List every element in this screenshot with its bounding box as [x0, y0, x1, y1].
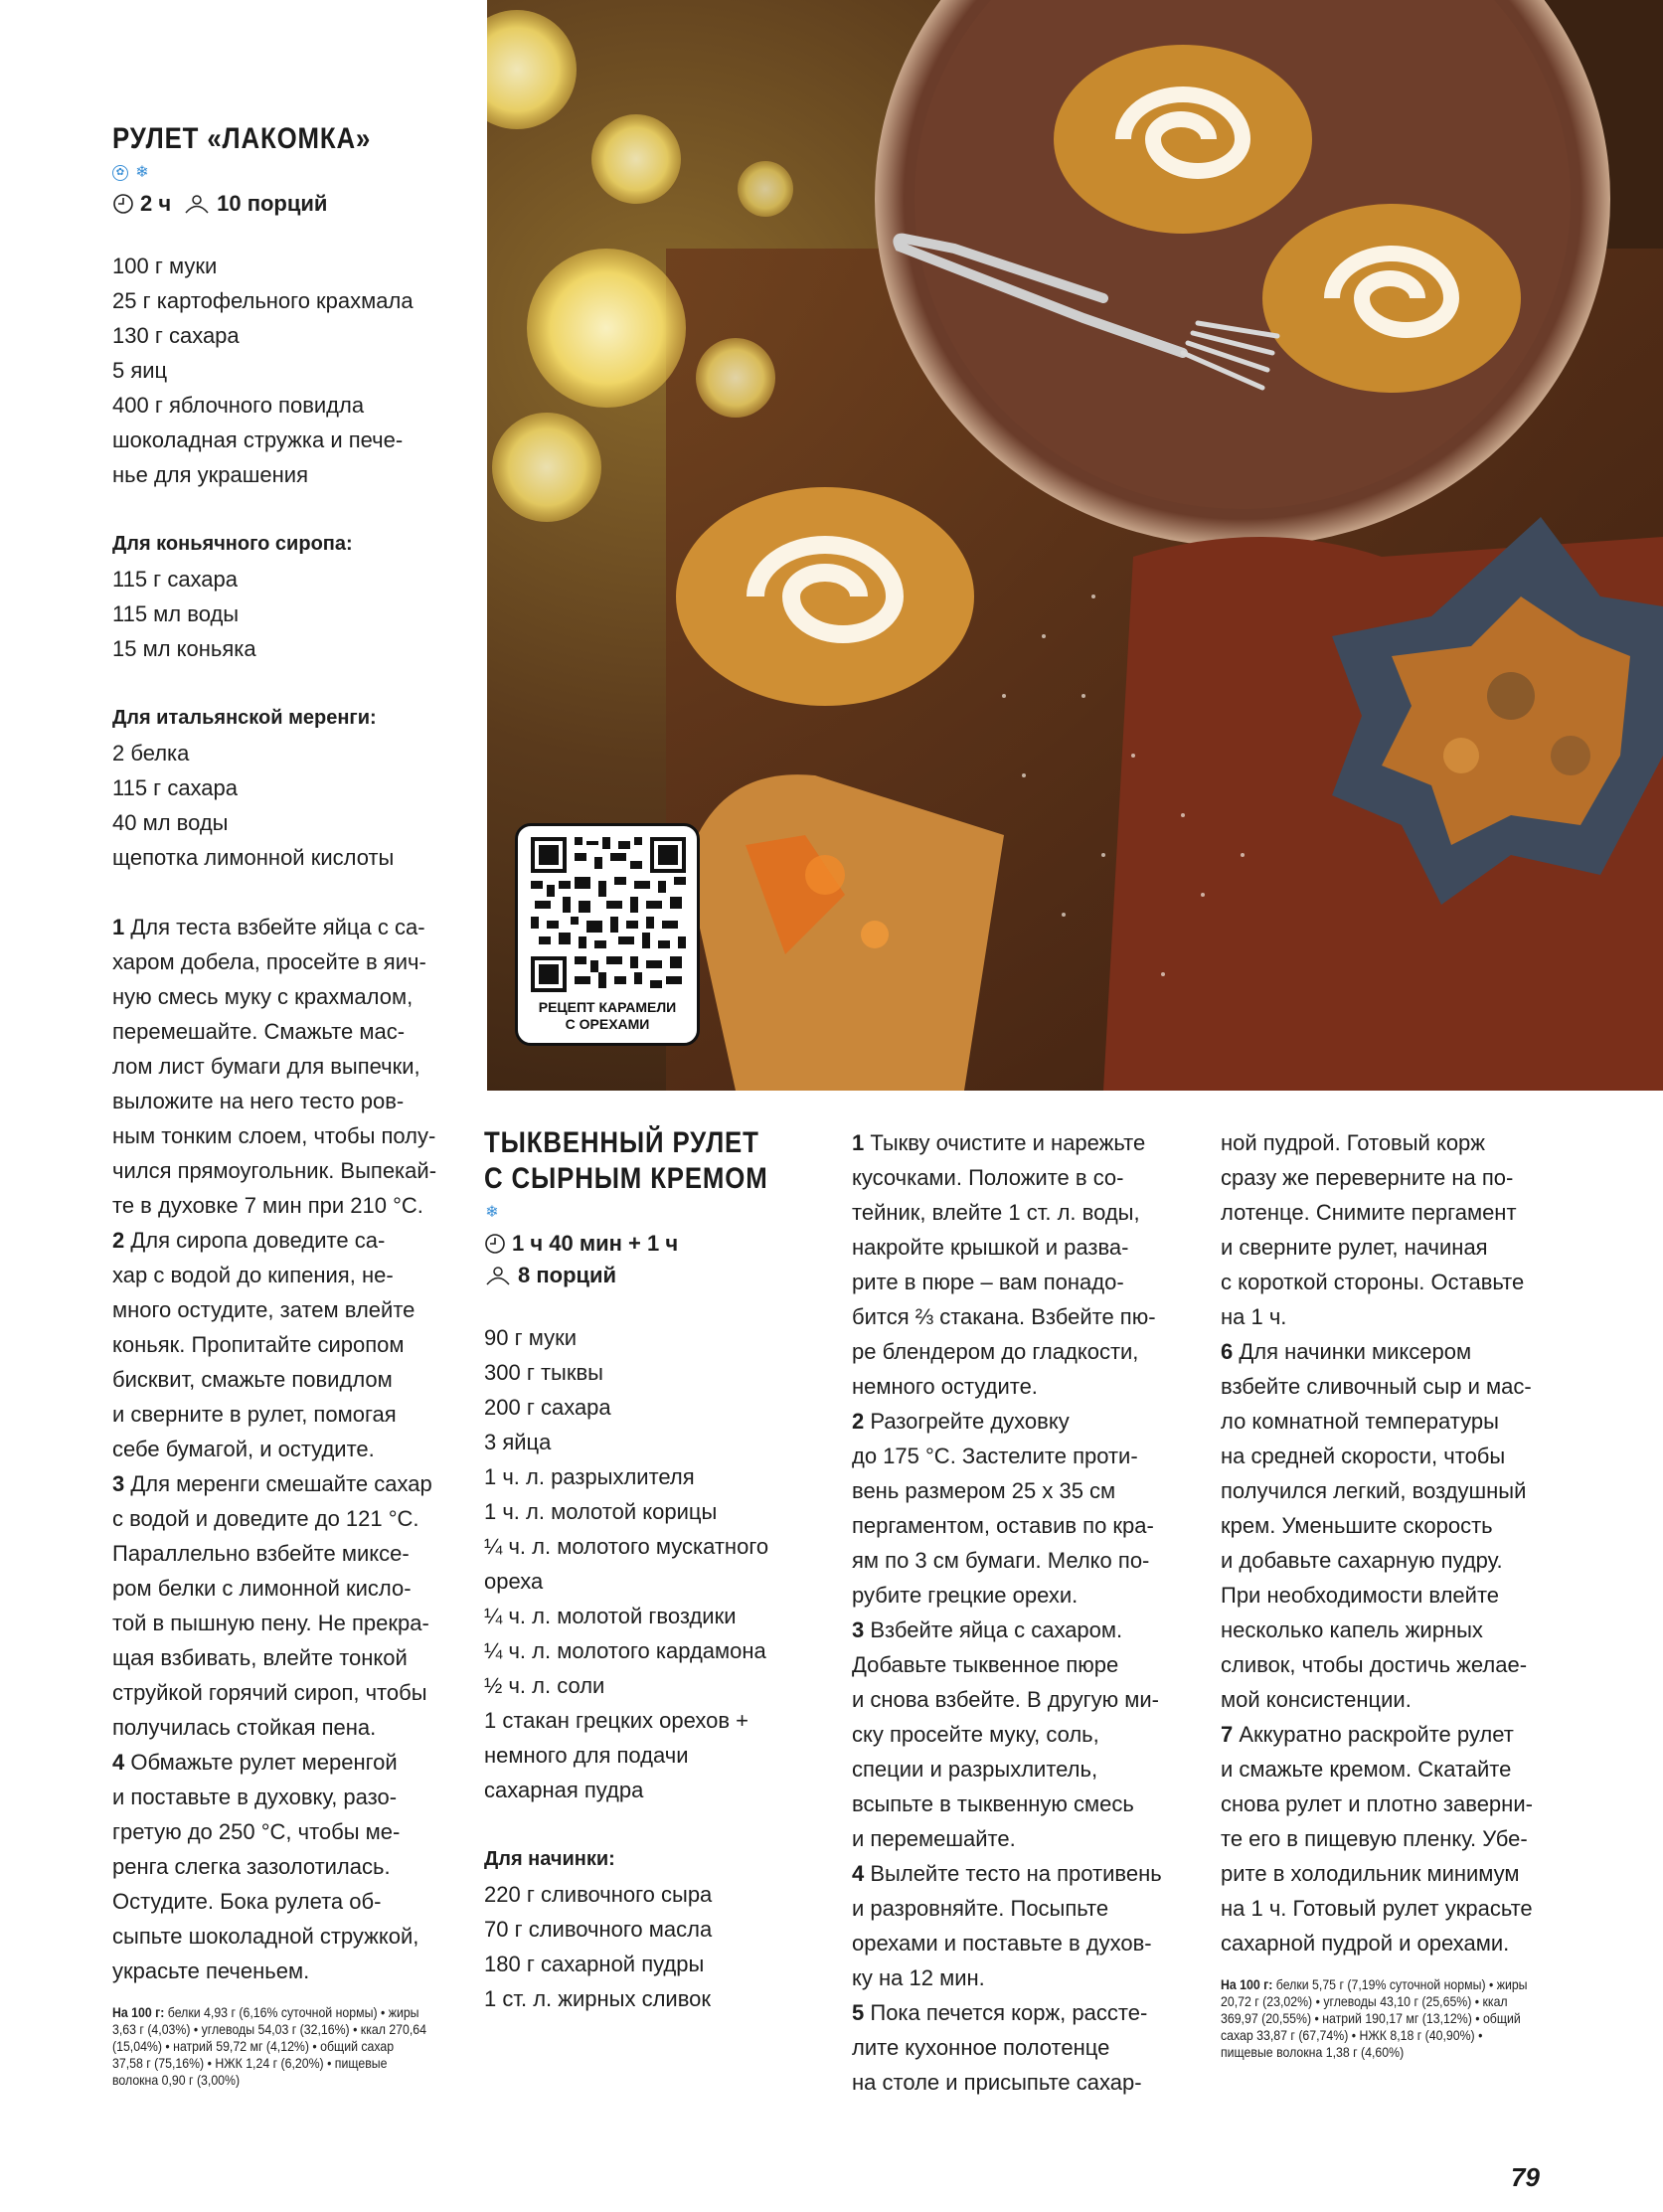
meringue-heading: Для итальянской меренги:	[112, 707, 377, 729]
recipe2-column	[484, 1125, 822, 2016]
recipe1-diet-icons	[112, 165, 450, 181]
step-line	[112, 1223, 450, 1258]
recipe1-column	[112, 121, 450, 2089]
step-text: харом добела, просейте в яич-	[112, 949, 426, 974]
ingredient-line: щепотка лимонной кислоты	[112, 845, 395, 870]
ingredient-line: 220 г сливочного сыра	[484, 1882, 713, 1907]
step-text: ным тонким слоем, чтобы полу-	[112, 1123, 436, 1148]
step-line	[112, 1710, 450, 1745]
step-line	[852, 1995, 1190, 2030]
step-line	[1221, 1717, 1559, 1752]
step-text: до 175 °С. Застелите проти-	[852, 1444, 1138, 1468]
step-line	[852, 1369, 1190, 1404]
step-line	[1221, 1821, 1559, 1856]
ingredient-line: 1 ч. л. молотой корицы	[484, 1499, 718, 1524]
ingredient-line: 180 г сахарной пудры	[484, 1952, 705, 1976]
step-text: себе бумагой, и остудите.	[112, 1437, 375, 1461]
step-text: с короткой стороны. Оставьте	[1221, 1270, 1525, 1294]
step-line	[852, 1404, 1190, 1439]
ingredient-line: 15 мл коньяка	[112, 636, 256, 661]
step-text: накройте крышкой и разва-	[852, 1235, 1129, 1260]
step-line	[1221, 1265, 1559, 1299]
recipe2-servings-row	[484, 1261, 822, 1290]
step-line	[852, 1960, 1190, 1995]
step-line	[112, 1014, 450, 1049]
step-text: хар с водой до кипения, не-	[112, 1263, 394, 1287]
ingredient-line: 90 г муки	[484, 1325, 578, 1350]
snowflake-icon: ❄	[135, 164, 149, 181]
step-line	[1221, 1230, 1559, 1265]
step-line	[852, 1821, 1190, 1856]
step-number: 1	[852, 1130, 865, 1155]
step-line	[1221, 1856, 1559, 1891]
step-line	[1221, 1404, 1559, 1439]
step-text: рубите грецкие орехи.	[852, 1583, 1079, 1608]
step-text: тейник, влейте 1 ст. л. воды,	[852, 1200, 1140, 1225]
ingredient-line: 1 ст. л. жирных сливок	[484, 1986, 712, 2011]
step-text: мой консистенции.	[1221, 1687, 1412, 1712]
step-line	[1221, 1891, 1559, 1926]
ingredient-line: 400 г яблочного повидла	[112, 393, 365, 418]
step-line	[112, 1327, 450, 1362]
step-line	[112, 1362, 450, 1397]
step-text: ску просейте муку, соль,	[852, 1722, 1099, 1747]
step-line	[112, 1536, 450, 1571]
step-line	[112, 1049, 450, 1084]
recipe1-meta	[112, 189, 450, 219]
page-number: 79	[1511, 2162, 1540, 2192]
step-text: с водой и доведите до 121 °С.	[112, 1506, 419, 1531]
step-line	[112, 979, 450, 1014]
step-text: снова рулет и плотно заверни-	[1221, 1791, 1533, 1816]
qr-label-line: РЕЦЕПТ КАРАМЕЛИ	[538, 999, 677, 1015]
ingredient-line: 115 мл воды	[112, 601, 240, 626]
step-line	[852, 1230, 1190, 1265]
ingredient-line: 130 г сахара	[112, 323, 240, 348]
step-text: ям по 3 см бумаги. Мелко по-	[852, 1548, 1150, 1573]
step-text: сразу же переверните на по-	[1221, 1165, 1514, 1190]
step-text: ной пудрой. Готовый корж	[1221, 1130, 1486, 1155]
step-line	[112, 1571, 450, 1606]
step-line	[852, 1508, 1190, 1543]
recipe2-title	[484, 1125, 774, 1197]
step-line	[1221, 1439, 1559, 1473]
step-line	[1221, 1682, 1559, 1717]
step-line	[852, 1578, 1190, 1613]
ingredient-line: 1 ч. л. разрыхлителя	[484, 1464, 695, 1489]
step-text: Тыкву очистите и нарежьте	[870, 1130, 1146, 1155]
step-text: на средней скорости, чтобы	[1221, 1444, 1506, 1468]
step-text: вень размером 25 x 35 см	[852, 1478, 1116, 1503]
step-line	[1221, 1543, 1559, 1578]
clock-icon	[112, 193, 134, 215]
ingredient-line: 100 г муки	[112, 254, 218, 278]
meringue-ingredients	[112, 736, 450, 875]
step-text: ку на 12 мин.	[852, 1965, 985, 1990]
recipe2-nutrition	[1221, 1976, 1536, 2061]
step-line	[112, 1780, 450, 1814]
step-text: и перемешайте.	[852, 1826, 1016, 1851]
step-line	[852, 1613, 1190, 1647]
nutrition-label: На 100 г:	[112, 2004, 165, 2020]
step-text: немного остудите.	[852, 1374, 1038, 1399]
step-text: Пока печется корж, рассте-	[870, 2000, 1148, 2025]
ingredient-line: 25 г картофельного крахмала	[112, 288, 414, 313]
nutrition-label: На 100 г:	[1221, 1976, 1273, 1992]
step-text: крем. Уменьшите скорость	[1221, 1513, 1493, 1538]
ingredient-line: 40 мл воды	[112, 810, 229, 835]
step-line	[112, 1118, 450, 1153]
nutrition-text: белки 4,93 г (6,16% суточной нормы) • жиры 3,63 г (4,03%) • углеводы 54,03 г (32,16%) • ккал 270,64 (15,04%) • натрий 59,72 мг (4,12%) • общий сахар 37,58 г (75,16%) • НЖК 1,24 г (6,20%) • пищевые волокна 0,90 г (3,00%)	[112, 2004, 427, 2088]
step-text: лом лист бумаги для выпечки,	[112, 1054, 420, 1079]
step-text: сыпьте шоколадной стружкой,	[112, 1924, 419, 1949]
step-text: гретую до 250 °С, чтобы ме-	[112, 1819, 401, 1844]
step-line	[852, 1299, 1190, 1334]
step-line	[852, 2065, 1190, 2100]
ingredient-line: 200 г сахара	[484, 1395, 611, 1420]
recipe2-title-line: С СЫРНЫМ КРЕМОМ	[484, 1162, 768, 1195]
step-text: несколько капель жирных	[1221, 1617, 1483, 1642]
step-line	[1221, 1926, 1559, 1960]
filling-heading: Для начинки:	[484, 1848, 615, 1870]
step-text: Параллельно взбейте миксе-	[112, 1541, 410, 1566]
step-line	[852, 1682, 1190, 1717]
ingredient-line: ½ ч. л. соли	[484, 1673, 605, 1698]
step-text: получилась стойкая пена.	[112, 1715, 377, 1740]
step-line	[852, 1752, 1190, 1787]
step-line	[1221, 1473, 1559, 1508]
qr-label-line: С ОРЕХАМИ	[565, 1016, 650, 1032]
qr-code-icon	[527, 833, 690, 996]
servings-icon	[183, 194, 211, 214]
syrup-ingredients	[112, 562, 450, 666]
clock-icon	[484, 1233, 506, 1255]
step-text: Для начинки миксером	[1239, 1339, 1472, 1364]
step-line	[852, 1265, 1190, 1299]
step-text: на 1 ч.	[1221, 1304, 1287, 1329]
step-text: ре блендером до гладкости,	[852, 1339, 1139, 1364]
step-line	[1221, 1334, 1559, 1369]
step-number: 6	[1221, 1339, 1234, 1364]
step-line	[852, 1543, 1190, 1578]
snowflake-icon: ❄	[485, 1204, 499, 1221]
recipe1-time: 2 ч	[140, 191, 172, 216]
recipe1-servings: 10 порций	[217, 191, 328, 216]
step-text: При необходимости влейте	[1221, 1583, 1500, 1608]
step-text: на столе и присыпьте сахар-	[852, 2070, 1142, 2095]
step-text: перемешайте. Смажьте мас-	[112, 1019, 406, 1044]
step-text: сливок, чтобы достичь желае-	[1221, 1652, 1528, 1677]
step-line	[1221, 1787, 1559, 1821]
ingredient-line: ¼ ч. л. молотого кардамона	[484, 1638, 766, 1663]
ingredient-line: ореха	[484, 1569, 544, 1594]
step-text: и поставьте в духовку, разо-	[112, 1785, 398, 1809]
step-line	[1221, 1195, 1559, 1230]
step-text: ную смесь муку с крахмалом,	[112, 984, 414, 1009]
step-line	[112, 1153, 450, 1188]
step-text: Для меренги смешайте сахар	[130, 1471, 432, 1496]
ingredient-line: 115 г сахара	[112, 775, 239, 800]
step-text: чился прямоугольник. Выпекай-	[112, 1158, 437, 1183]
qr-code-badge[interactable]	[515, 823, 700, 1046]
ingredient-line: 2 белка	[112, 741, 190, 766]
step-text: и добавьте сахарную пудру.	[1221, 1548, 1503, 1573]
step-line	[112, 1954, 450, 1988]
step-line	[112, 1675, 450, 1710]
step-line	[1221, 1160, 1559, 1195]
step-line	[1221, 1578, 1559, 1613]
step-line	[852, 1717, 1190, 1752]
recipe2-steps-part2-column	[1221, 1125, 1559, 2061]
ingredient-line: нье для украшения	[112, 462, 308, 487]
ingredient-line: ¼ ч. л. молотого мускатного	[484, 1534, 769, 1559]
step-text: те в духовке 7 мин при 210 °С.	[112, 1193, 423, 1218]
ingredient-line: 115 г сахара	[112, 567, 239, 592]
step-text: взбейте сливочный сыр и мас-	[1221, 1374, 1532, 1399]
ingredient-line: ¼ ч. л. молотой гвоздики	[484, 1604, 737, 1628]
step-text: рите в холодильник минимум	[1221, 1861, 1520, 1886]
step-text: лите кухонное полотенце	[852, 2035, 1110, 2060]
step-number: 3	[112, 1471, 125, 1496]
step-text: Остудите. Бока рулета об-	[112, 1889, 382, 1914]
step-line	[112, 1188, 450, 1223]
step-text: и разровняйте. Посыпьте	[852, 1896, 1109, 1921]
ingredient-line: 1 стакан грецких орехов +	[484, 1708, 748, 1733]
step-text: украсьте печеньем.	[112, 1958, 310, 1983]
step-text: Аккуратно раскройте рулет	[1239, 1722, 1514, 1747]
step-text: выложите на него тесто ров-	[112, 1089, 405, 1113]
step-line	[1221, 1647, 1559, 1682]
qr-label	[518, 999, 697, 1033]
ingredient-line: сахарная пудра	[484, 1778, 644, 1802]
step-line	[112, 1466, 450, 1501]
step-line	[112, 1606, 450, 1640]
step-line	[852, 1647, 1190, 1682]
recipe2-time: 1 ч 40 мин + 1 ч	[512, 1231, 679, 1256]
step-number: 1	[112, 915, 125, 939]
step-text: на 1 ч. Готовый рулет украсьте	[1221, 1896, 1533, 1921]
step-line	[112, 944, 450, 979]
step-line	[112, 1397, 450, 1432]
syrup-heading: Для коньячного сиропа:	[112, 533, 353, 555]
step-line	[112, 1432, 450, 1466]
step-text: и снова взбейте. В другую ми-	[852, 1687, 1160, 1712]
ingredient-line: 70 г сливочного масла	[484, 1917, 713, 1942]
step-text: орехами и поставьте в духов-	[852, 1931, 1152, 1956]
step-text: всыпьте в тыквенную смесь	[852, 1791, 1134, 1816]
step-line	[112, 1640, 450, 1675]
step-line	[112, 1292, 450, 1327]
step-text: Вылейте тесто на противень	[870, 1861, 1162, 1886]
step-text: ренга слегка зазолотилась.	[112, 1854, 391, 1879]
step-number: 5	[852, 2000, 865, 2025]
step-number: 4	[112, 1750, 125, 1775]
step-line	[1221, 1299, 1559, 1334]
step-text: бисквит, смажьте повидлом	[112, 1367, 393, 1392]
ingredient-line: 3 яйца	[484, 1430, 552, 1454]
recipe2-time-row	[484, 1229, 822, 1259]
step-line	[112, 1919, 450, 1954]
recipe1-ingredients	[112, 249, 450, 492]
step-text: и смажьте кремом. Скатайте	[1221, 1757, 1512, 1782]
step-text: и сверните рулет, начиная	[1221, 1235, 1488, 1260]
ingredient-line: шоколадная стружка и пече-	[112, 427, 404, 452]
step-text: Разогрейте духовку	[870, 1409, 1070, 1434]
step-line	[1221, 1125, 1559, 1160]
step-line	[1221, 1752, 1559, 1787]
step-text: пергаментом, оставив по кра-	[852, 1513, 1154, 1538]
step-number: 2	[852, 1409, 865, 1434]
step-line	[852, 1891, 1190, 1926]
step-number: 3	[852, 1617, 865, 1642]
ingredient-line: немного для подачи	[484, 1743, 689, 1768]
recipe2-diet-icons	[484, 1205, 822, 1221]
step-text: лотенце. Снимите пергамент	[1221, 1200, 1517, 1225]
step-line	[112, 1849, 450, 1884]
servings-icon	[484, 1266, 512, 1285]
step-line	[852, 1473, 1190, 1508]
recipe2-ingredients	[484, 1320, 822, 1807]
step-line	[112, 1814, 450, 1849]
step-line	[1221, 1613, 1559, 1647]
step-line	[852, 1160, 1190, 1195]
step-line	[112, 1884, 450, 1919]
step-text: сахарной пудрой и орехами.	[1221, 1931, 1510, 1956]
step-line	[112, 1258, 450, 1292]
step-text: коньяк. Пропитайте сиропом	[112, 1332, 405, 1357]
step-text: Обмажьте рулет меренгой	[130, 1750, 398, 1775]
step-text: Для теста взбейте яйца с са-	[130, 915, 425, 939]
step-text: ром белки с лимонной кисло-	[112, 1576, 412, 1601]
step-number: 2	[112, 1228, 125, 1253]
recipe2-servings: 8 порций	[518, 1263, 617, 1287]
vegetarian-icon: ✿	[112, 165, 128, 181]
ingredient-line: 5 яиц	[112, 358, 168, 383]
step-line	[852, 1856, 1190, 1891]
step-line	[1221, 1369, 1559, 1404]
step-text: много остудите, затем влейте	[112, 1297, 416, 1322]
ingredient-line: 300 г тыквы	[484, 1360, 603, 1385]
nutrition-text: белки 5,75 г (7,19% суточной нормы) • жиры 20,72 г (23,02%) • углеводы 43,10 г (25,65%) • ккал 369,97 (20,55%) • натрий 190,17 мг (13,12%) • общий сахар 33,87 г (67,74%) • НЖК 8,18 г (40,90%) • пищевые волокна 1,38 г (4,60%)	[1221, 1976, 1528, 2060]
step-line	[852, 1195, 1190, 1230]
step-text: те его в пищевую пленку. Убе-	[1221, 1826, 1528, 1851]
step-text: и сверните в рулет, помогая	[112, 1402, 397, 1427]
filling-ingredients	[484, 1877, 822, 2016]
step-line	[1221, 1508, 1559, 1543]
step-text: ло комнатной температуры	[1221, 1409, 1499, 1434]
recipe1-title: РУЛЕТ «ЛАКОМКА»	[112, 122, 372, 155]
step-line	[852, 1787, 1190, 1821]
recipe2-steps-part2	[1221, 1125, 1559, 1960]
step-text: специи и разрыхлитель,	[852, 1757, 1098, 1782]
step-number: 4	[852, 1861, 865, 1886]
step-text: струйкой горячий сироп, чтобы	[112, 1680, 427, 1705]
step-line	[112, 910, 450, 944]
step-text: Добавьте тыквенное пюре	[852, 1652, 1119, 1677]
step-line	[852, 1334, 1190, 1369]
recipe2-title-line: ТЫКВЕННЫЙ РУЛЕТ	[484, 1126, 759, 1159]
step-line	[852, 1125, 1190, 1160]
step-text: бится ⅔ стакана. Взбейте пю-	[852, 1304, 1156, 1329]
step-line	[852, 1439, 1190, 1473]
step-line	[112, 1745, 450, 1780]
step-text: той в пышную пену. Не прекра-	[112, 1611, 429, 1635]
step-text: Для сиропа доведите са-	[130, 1228, 386, 1253]
recipe1-nutrition	[112, 2004, 427, 2089]
step-text: получился легкий, воздушный	[1221, 1478, 1527, 1503]
step-line	[112, 1501, 450, 1536]
recipe1-steps	[112, 910, 450, 1988]
step-text: рите в пюре – вам понадо-	[852, 1270, 1124, 1294]
step-text: Взбейте яйца с сахаром.	[870, 1617, 1123, 1642]
step-line	[852, 2030, 1190, 2065]
step-number: 7	[1221, 1722, 1234, 1747]
step-text: кусочками. Положите в со-	[852, 1165, 1124, 1190]
step-line	[112, 1084, 450, 1118]
step-text: щая взбивать, влейте тонкой	[112, 1645, 408, 1670]
step-line	[852, 1926, 1190, 1960]
recipe2-steps-part1	[852, 1125, 1190, 2100]
